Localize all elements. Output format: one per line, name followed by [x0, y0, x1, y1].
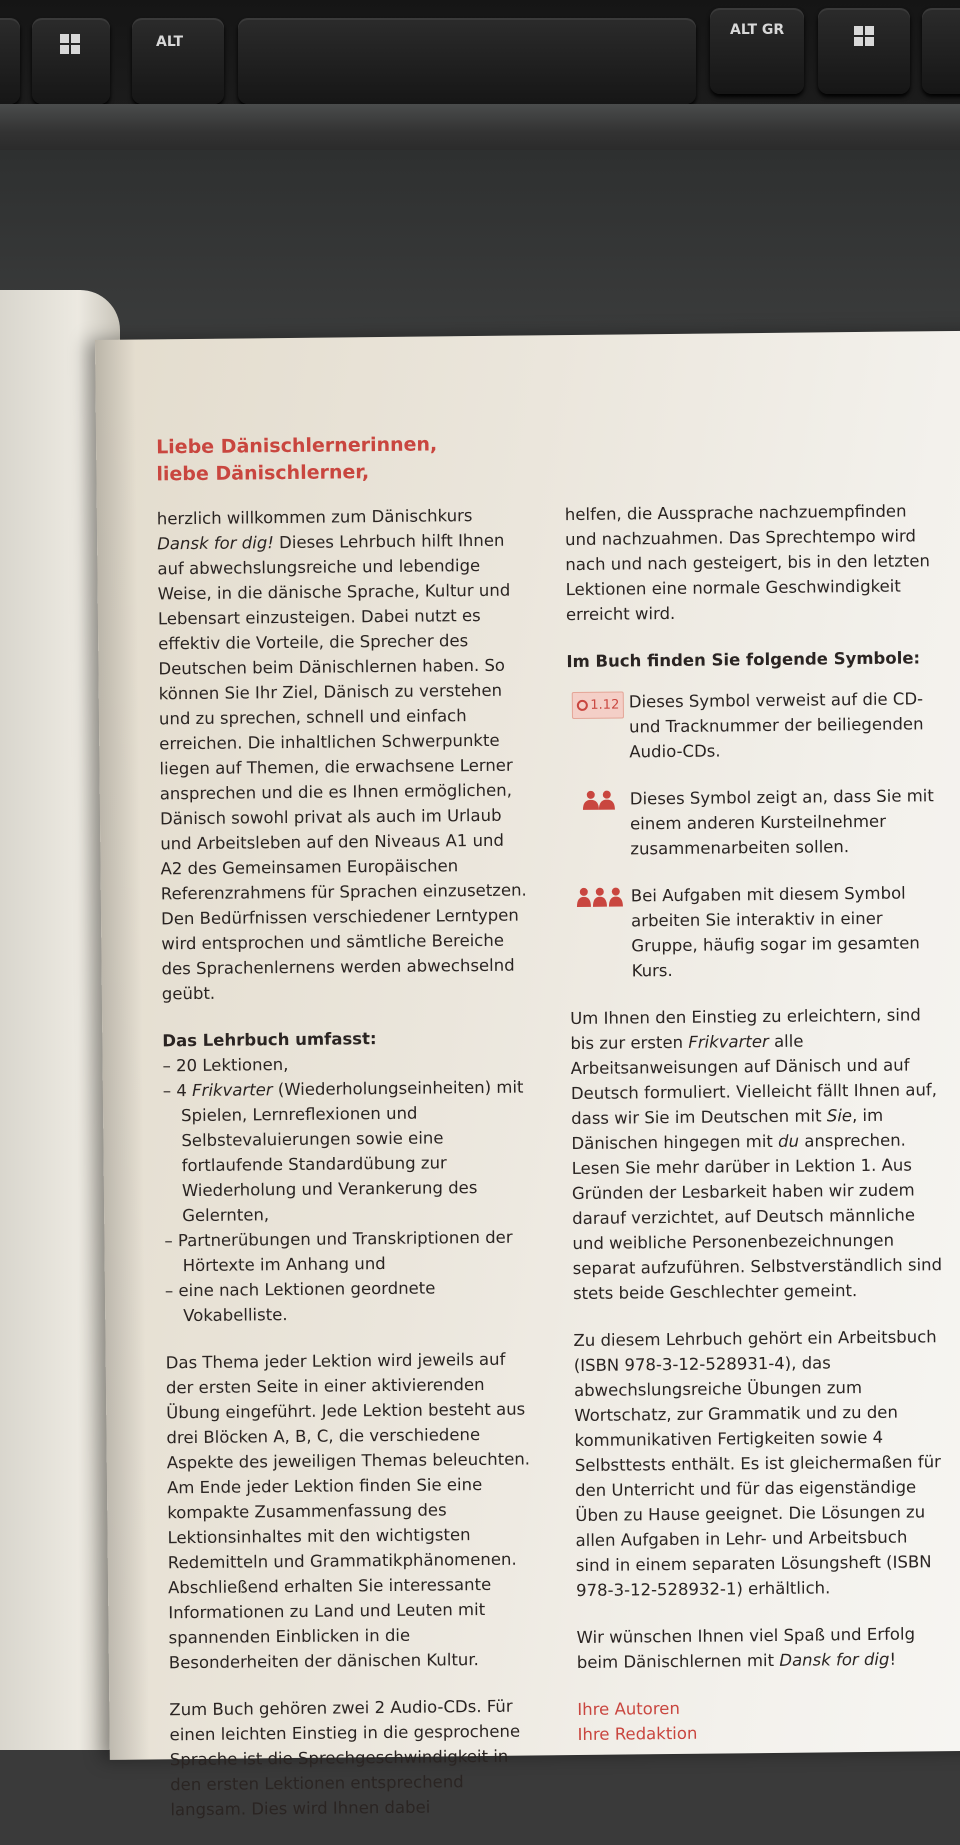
pair-work-icon: [582, 789, 616, 811]
cd-icon: 1.12: [571, 691, 624, 719]
desk-surface: [0, 150, 960, 360]
symbol-group: [569, 880, 940, 984]
key-partial-right: [922, 8, 960, 94]
list-item: – 4 Frikvarter (Wiederholungseinheiten) mit Spielen, Lernreflexionen und Selbstevaluierungen sowie eine fortlaufende Standardübung zur Wiederholung und Verankerung des Gelernten,: [163, 1074, 535, 1228]
keyboard-edge: [0, 104, 960, 150]
signature-authors: Ihre Autoren: [577, 1698, 680, 1720]
space-bar: [238, 18, 696, 104]
group-work-icon: [576, 885, 624, 908]
windows-logo-icon: [854, 26, 874, 46]
symbol-group-text: Bei Aufgaben mit diesem Symbol arbeiten Sie interaktiv in einer Gruppe, häufig sogar im gesamten Kurs.: [630, 883, 920, 981]
left-column: [157, 502, 541, 1844]
list-item: – eine nach Lektionen geordnete Vokabelliste.: [165, 1274, 536, 1328]
symbols-heading: Im Buch finden Sie folgende Symbole:: [566, 648, 921, 672]
windows-logo-icon: [60, 34, 80, 54]
windows-key: [32, 18, 110, 104]
windows-key-right: [818, 8, 910, 94]
symbol-pair: [568, 783, 939, 862]
symbol-pair-text: Dieses Symbol zeigt an, dass Sie mit einem anderen Kursteilnehmer zusammenarbeiten sollen.: [629, 786, 934, 859]
symbol-cd-text: Dieses Symbol verweist auf die CD- und Tracknummer der beiliegenden Audio-CDs.: [628, 689, 924, 762]
greeting-line-1: Liebe Dänischlernerinnen,: [156, 433, 438, 459]
list-item: – 20 Lektionen,: [162, 1049, 532, 1078]
alt-gr-key: ALT GR: [710, 8, 804, 94]
letter: [156, 426, 960, 1820]
symbol-cd: [567, 686, 938, 765]
right-column: [565, 498, 948, 1747]
contents-list: [162, 1049, 535, 1328]
list-item: – Partnerübungen und Transkriptionen der Hörtexte im Anhang und: [164, 1224, 535, 1278]
alt-key: ALT: [132, 18, 224, 104]
key-partial: [0, 18, 20, 104]
book-page: [95, 331, 960, 1820]
theme-paragraph: Das Thema jeder Lektion wird jeweils auf der ersten Seite in einer aktivierenden Übung eingeführt. Jede Lektion besteht aus drei Blöcken A, B, C, die verschiedene Aspekte des jeweiligen Themas beleuchten. Am Ende jeder Lektion finden Sie eine kompakte Zusammenfassung des Lektionsinhaltes mit den wichtigsten Redemitteln und Grammatikphänomenen. Abschließend erhalten Sie interessante Informationen zu Land und Leuten mit spannenden Einblicken in die Besonderheiten der dänischen Kultur.: [165, 1349, 531, 1673]
audio-paragraph: Zum Buch gehören zwei 2 Audio-CDs. Für einen leichten Einstieg in die gesprochene Sprache ist die Sprechgeschwindigkeit in den ersten Lektionen entsprechend langsam. Dies wird Ihnen dabei: [169, 1696, 521, 1820]
closing-paragraph: Wir wünschen Ihnen viel Spaß und Erfolg beim Dänischlernen mit Dansk for dig!: [576, 1624, 916, 1673]
instructions-paragraph: Um Ihnen den Einstieg zu erleichtern, sind bis zur ersten Frikvarter alle Arbeitsanweisungen auf Dänisch und auf Deutsch formuliert. Vielleicht fällt Ihnen auf, dass wir Sie im Deutschen mit Sie, im Dänischen hingegen mit du ansprechen. Lesen Sie mehr darüber in Lektion 1. Aus Gründen der Lesbarkeit haben wir zudem darauf verzichtet, auf Deutsch männliche und weibliche Personenbezeichnungen separat aufzuführen. Selbstverständlich sind stets beide Geschlechter gemeint.: [570, 1005, 943, 1304]
workbook-paragraph: Zu diesem Lehrbuch gehört ein Arbeitsbuch (ISBN 978-3-12-528931-4), das abwechslungsreiche Übungen zum Wortschatz, zur Grammatik und zu den kommunikativen Fertigkeiten sowie 4 Selbsttests enthält. Es ist gleichermaßen für den Unterricht und für das eigenständige Üben zu Hause geeignet. Die Lösungen zu allen Aufgaben in Lehr- und Arbeitsbuch sind in einem separaten Lösungsheft (ISBN 978-3-12-528932-1) erhältlich.: [573, 1327, 941, 1601]
keyboard: [0, 0, 960, 150]
greeting: [156, 426, 960, 489]
contents-heading: Das Lehrbuch umfasst:: [162, 1029, 377, 1051]
signature: [577, 1693, 948, 1747]
intro-paragraph: herzlich willkommen zum Dänischkurs Dansk for dig! Dieses Lehrbuch hilft Ihnen auf abwechslungsreiche und lebendige Weise, in die dänische Sprache, Kultur und Lebensart einzusteigen. Dabei nutzt es effektiv die Vorteile, die Sprecher des Deutschen beim Dänischlernen haben. So können Sie Ihr Ziel, Dänisch zu verstehen und zu sprechen, schnell und einfach erreichen. Die inhaltlichen Schwerpunkte liegen auf Themen, die erwachsene Lerner ansprechen und die es Ihnen ermöglichen, Dänisch sowohl privat als auch im Urlaub und Arbeitsleben auf den Niveaus A1 und A2 des Gemeinsamen Europäischen Referenzrahmens für Sprachen einzusetzen. Den Bedürfnissen verschiedener Lerntypen wird entsprochen und sämtliche Bereiche des Sprachenlernens werden abwechselnd geübt.: [156, 506, 527, 1004]
signature-editors: Ihre Redaktion: [577, 1723, 698, 1745]
audio-continuation: helfen, die Aussprache nachzuempfinden und nachzuahmen. Das Sprechtempo wird nach und nach gesteigert, bis in den letzten Lektionen eine normale Geschwindigkeit erreicht wird.: [564, 501, 931, 625]
greeting-line-2: liebe Dänischlerner,: [156, 461, 370, 486]
